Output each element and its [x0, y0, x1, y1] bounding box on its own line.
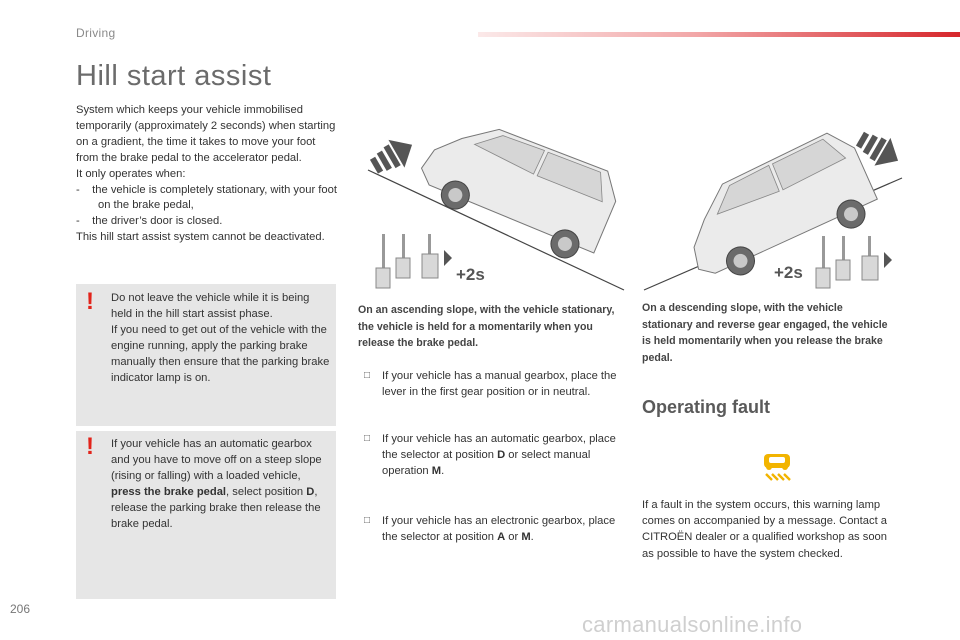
header-rule — [478, 32, 960, 37]
warning-emphasis: D — [306, 486, 315, 499]
timer-label: +2s — [456, 265, 485, 284]
step-marker-icon: □ — [364, 515, 371, 526]
warning-text — [111, 290, 331, 387]
caption-ascending: On an ascending slope, with the vehicle stationary, the vehicle is held for a momentarily when you release the brake pedal. — [358, 304, 615, 349]
step-text: If your vehicle has an electronic gearbox, place the selector at position A or M. — [382, 515, 616, 543]
step-electronic-gearbox — [364, 513, 626, 549]
warning-line: Do not leave the vehicle while it is being held in the hill start assist phase. — [111, 292, 310, 321]
warning-line: , select position — [226, 486, 307, 499]
intro-conditions: It only operates when: — [76, 167, 186, 180]
warning-icon: ! — [86, 288, 94, 315]
ascending-slope-illustration — [356, 118, 628, 294]
step-text: If your vehicle has a manual gearbox, place the lever in the first gear position or in neutral. — [382, 370, 617, 398]
hill-assist-warning-lamp-icon — [760, 450, 794, 484]
condition-item: - the vehicle is completely stationary, with your foot on the brake pedal, — [76, 183, 337, 212]
timer-label: +2s — [774, 263, 803, 282]
condition-item: - the driver’s door is closed. — [76, 215, 223, 228]
step-marker-icon: □ — [364, 370, 371, 381]
step-automatic-gearbox — [364, 431, 626, 481]
section-label: Driving — [76, 26, 116, 40]
operating-fault-text: If a fault in the system occurs, this warning lamp comes on accompanied by a message. Contact a CITROËN dealer or a qualified workshop as soon as possible to have the system checked. — [642, 499, 888, 560]
intro-text — [76, 103, 338, 246]
warning-box-1 — [76, 284, 336, 426]
operating-fault-heading: Operating fault — [642, 397, 771, 417]
pedals-icon — [376, 234, 452, 288]
step-marker-icon: □ — [364, 433, 371, 444]
warning-line: If your vehicle has an automatic gearbox and you have to move off on a steep slope (rising or falling) with a loaded vehicle, — [111, 438, 322, 483]
warning-line: If you need to get out of the vehicle with the engine running, apply the parking brake manually then ensure that the parking brake indicator lamp is on. — [111, 324, 330, 385]
warning-line: , release the parking brake then release the brake pedal. — [111, 486, 321, 531]
intro-note: This hill start assist system cannot be deactivated. — [76, 231, 325, 244]
page-number: 206 — [10, 602, 31, 616]
warning-box-2 — [76, 431, 336, 599]
warning-text — [111, 436, 331, 533]
step-manual-gearbox — [364, 368, 626, 418]
descending-slope-illustration — [636, 118, 906, 294]
caption-descending: On a descending slope, with the vehicle stationary and reverse gear engaged, the vehicle is held momentarily when you release the brake pedal. — [642, 302, 888, 364]
warning-emphasis: press the brake pedal — [111, 486, 227, 499]
step-text: If your vehicle has an automatic gearbox, place the selector at position D or select manual operation M. — [382, 433, 616, 477]
watermark: carmanualsonline.info — [582, 612, 803, 637]
pedals-icon — [816, 236, 892, 288]
warning-icon: ! — [86, 433, 94, 460]
page-title: Hill start assist — [76, 60, 272, 92]
car-ascending — [411, 118, 627, 271]
intro-paragraph: System which keeps your vehicle immobilised temporarily (approximately 2 seconds) when starting on a gradient, the time it takes to move your foot from the brake pedal to the accelerator pedal. — [76, 104, 336, 164]
